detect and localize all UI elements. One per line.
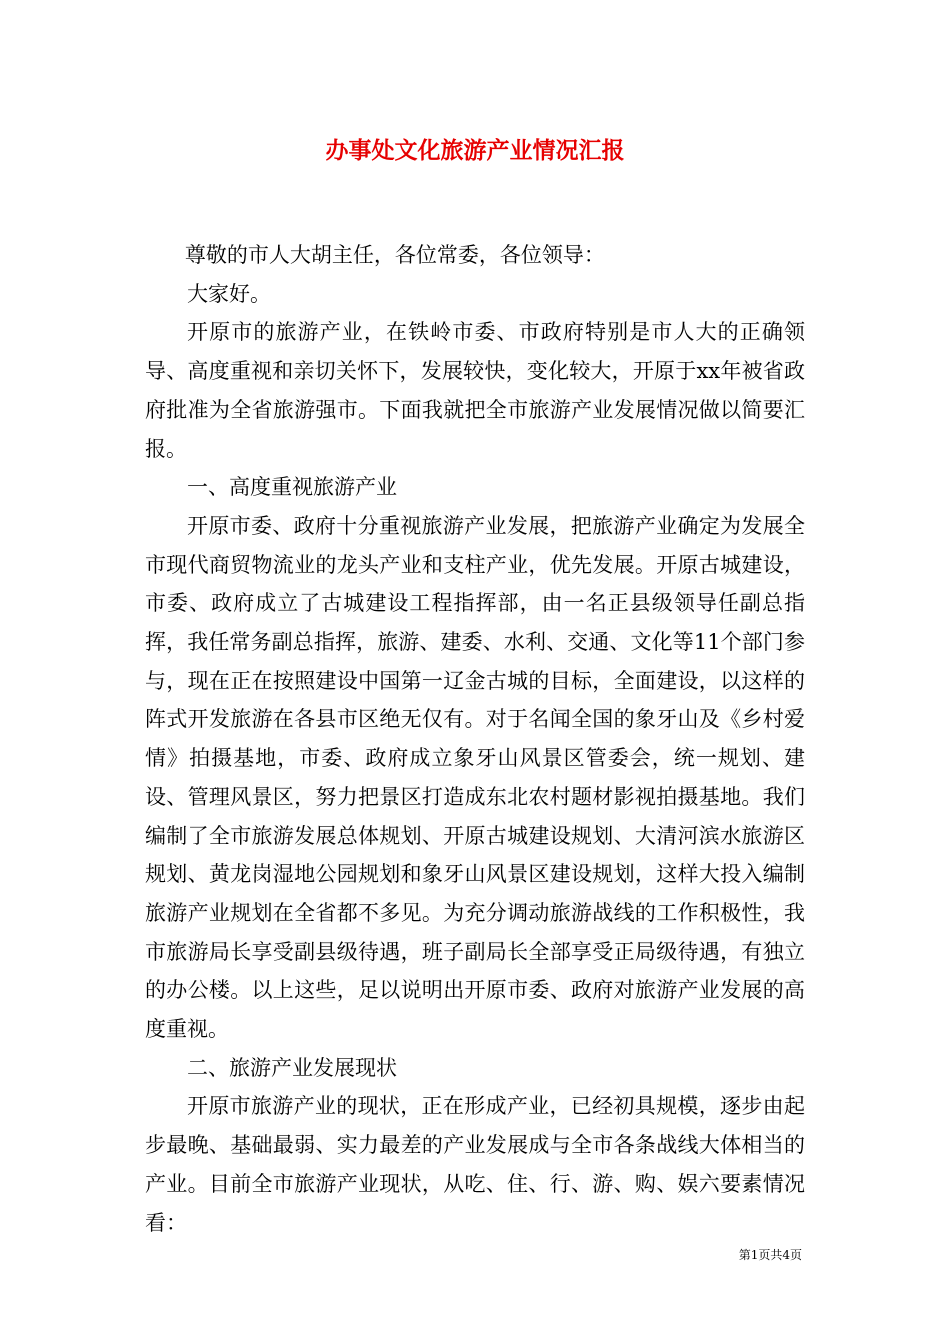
section-heading-1: 一、高度重视旅游产业 — [187, 475, 397, 500]
document-body — [145, 236, 805, 1242]
page-number: 第1页共4页 — [738, 1248, 802, 1262]
section-1-paragraph: 开原市委、政府十分重视旅游产业发展，把旅游产业确定为发展全市现代商贸物流业的龙头产业和支柱产业，优先发展。开原古城建设，市委、政府成立了古城建设工程指挥部，由一名正县级领导任副总指挥，我任常务副总指挥，旅游、建委、水利、交通、文化等11个部门参与，现在正在按照建设中国第一辽金古城的目标，全面建设，以这样的阵式开发旅游在各县市区绝无仅有。对于名闻全国的象牙山及《乡村爱情》拍摄基地，市委、政府成立象牙山风景区管委会，统一规划、建设、管理风景区，努力把景区打造成东北农村题材影视拍摄基地。我们编制了全市旅游发展总体规划、开原古城建设规划、大清河滨水旅游区规划、黄龙岗湿地公园规划和象牙山风景区建设规划，这样大投入编制旅游产业规划在全省都不多见。为充分调动旅游战线的工作积极性，我市旅游局长享受副县级待遇，班子副局长全部享受正局级待遇，有独立的办公楼。以上这些，足以说明出开原市委、政府对旅游产业发展的高度重视。 — [145, 513, 805, 1042]
document-title: 办事处文化旅游产业情况汇报 — [325, 137, 625, 164]
section-heading-2: 二、旅游产业发展现状 — [187, 1055, 397, 1080]
greeting-paragraph: 大家好。 — [187, 281, 271, 306]
salutation-paragraph: 尊敬的市人大胡主任，各位常委，各位领导： — [184, 243, 605, 267]
intro-paragraph: 开原市的旅游产业，在铁岭市委、市政府特别是市人大的正确领导、高度重视和亲切关怀下，发展较快，变化较大，开原于xx年被省政府批准为全省旅游强市。下面我就把全市旅游产业发展情况做以简要汇报。 — [145, 320, 805, 461]
section-2-paragraph: 开原市旅游产业的现状，正在形成产业，已经初具规模，逐步由起步最晚、基础最弱、实力最差的产业发展成与全市各条战线大体相当的产业。目前全市旅游产业现状，从吃、住、行、游、购、娱六要素情况看： — [145, 1094, 805, 1235]
